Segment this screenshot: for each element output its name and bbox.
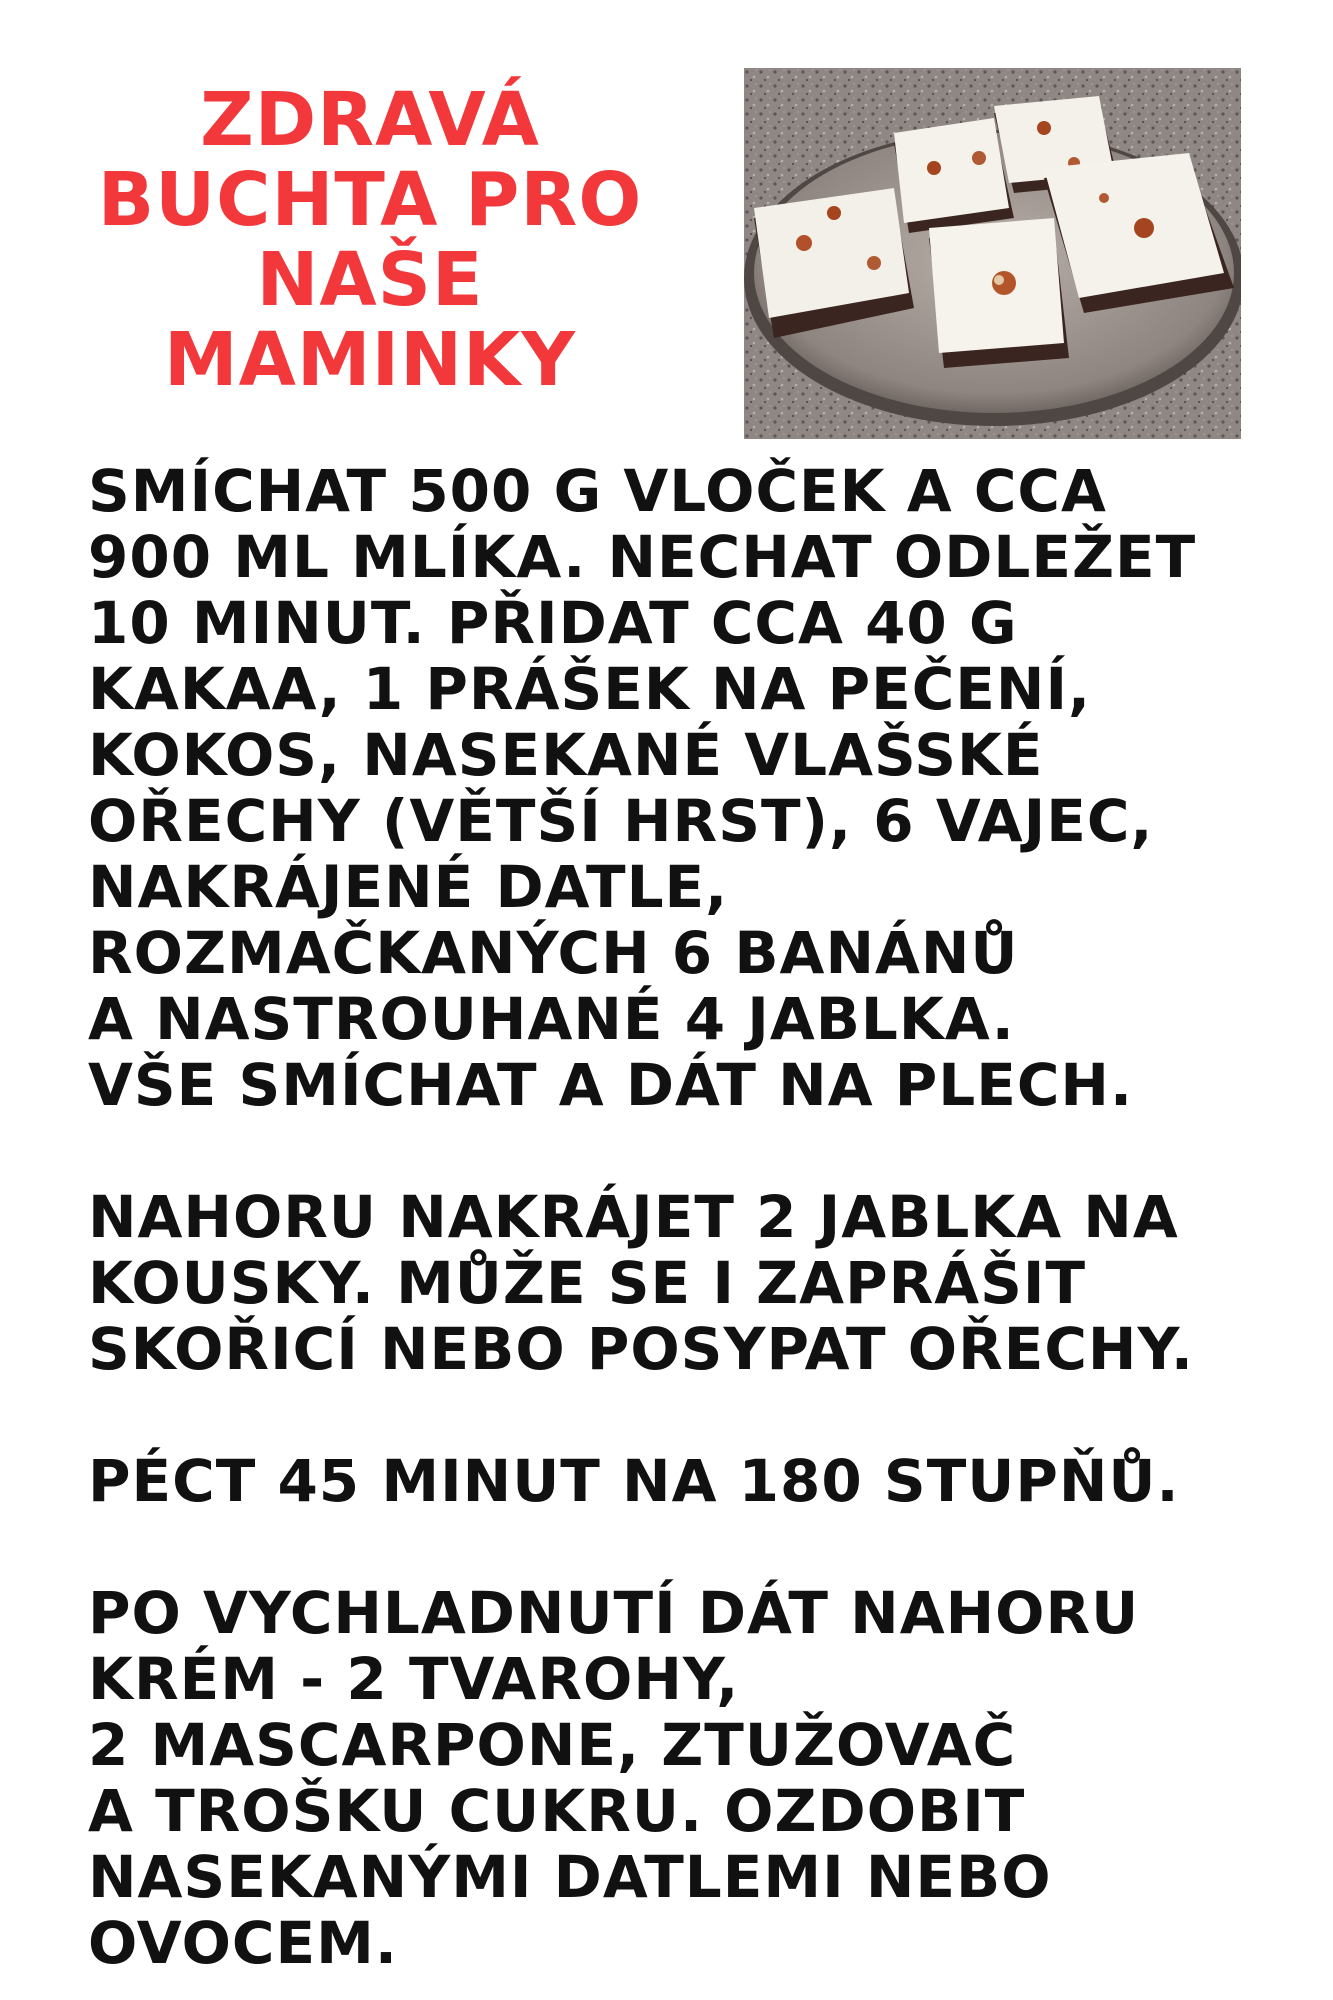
text-line: OVOCEM. [88, 1909, 398, 1977]
text-line: SKOŘICÍ NEBO POSYPAT OŘECHY. [88, 1315, 1194, 1383]
recipe-text [88, 458, 1288, 1976]
text-line: KOKOS, NASEKANÉ VLAŠSKÉ [88, 721, 1044, 789]
title-line: ZDRAVÁ [200, 77, 540, 163]
text-line: PO VYCHLADNUTÍ DÁT NAHORU [88, 1579, 1140, 1647]
text-line: A TROŠKU CUKRU. OZDOBIT [88, 1777, 1026, 1845]
instruction-paragraph [88, 1580, 1288, 1976]
text-line: NAKRÁJENÉ DATLE, [88, 853, 729, 921]
instruction-paragraph [88, 1184, 1288, 1382]
text-line: ROZMAČKANÝCH 6 BANÁNŮ [88, 919, 1019, 987]
text-line: 2 MASCARPONE, ZTUŽOVAČ [88, 1711, 1017, 1779]
cake-photo-icon [744, 68, 1241, 439]
text-line: KRÉM - 2 TVAROHY, [88, 1645, 740, 1713]
text-line: SMÍCHAT 500 G VLOČEK A CCA [88, 457, 1107, 525]
title-line: BUCHTA PRO [97, 157, 643, 243]
text-line: OŘECHY (VĚTŠÍ HRST), 6 VAJEC, [88, 787, 1154, 855]
text-line: KOUSKY. MŮŽE SE I ZAPRÁŠIT [88, 1249, 1087, 1317]
title-line: MAMINKY [164, 317, 576, 403]
text-line: KAKAA, 1 PRÁŠEK NA PEČENÍ, [88, 655, 1092, 723]
text-line: A NASTROUHANÉ 4 JABLKA. [88, 985, 1015, 1053]
text-line: VŠE SMÍCHAT A DÁT NA PLECH. [88, 1051, 1134, 1119]
text-line: 900 ML MLÍKA. NECHAT ODLEŽET [88, 523, 1197, 591]
title-line: NAŠE [256, 237, 484, 323]
recipe-title [90, 77, 650, 403]
text-line: 10 MINUT. PŘIDAT CCA 40 G [88, 589, 1018, 657]
instruction-paragraph [88, 458, 1288, 1118]
text-line: NASEKANÝMI DATLEMI NEBO [88, 1843, 1052, 1911]
cake-photo [744, 68, 1241, 439]
instruction-paragraph [88, 1448, 1288, 1514]
text-line: NAHORU NAKRÁJET 2 JABLKA NA [88, 1183, 1179, 1251]
text-line: PÉCT 45 MINUT NA 180 STUPŇŮ. [88, 1447, 1180, 1515]
